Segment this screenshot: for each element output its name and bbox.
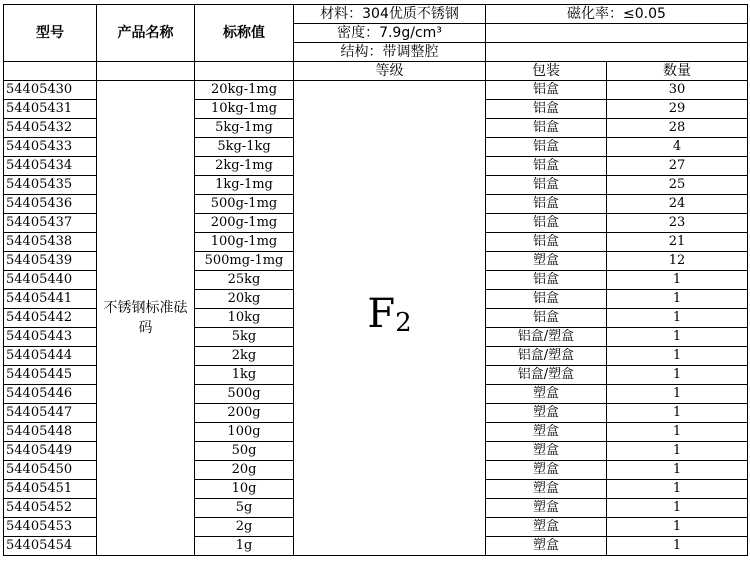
nominal-cell: 2g <box>195 518 294 537</box>
quantity-cell: 1 <box>607 461 748 480</box>
nominal-cell: 200g <box>195 404 294 423</box>
packaging-cell: 铝盒 <box>486 233 607 252</box>
packaging-cell: 塑盒 <box>486 537 607 556</box>
quantity-cell: 12 <box>607 252 748 271</box>
model-cell: 54405434 <box>4 157 97 176</box>
nominal-cell: 1kg <box>195 366 294 385</box>
packaging-cell: 塑盒 <box>486 442 607 461</box>
model-cell: 54405452 <box>4 499 97 518</box>
model-cell: 54405454 <box>4 537 97 556</box>
grade-cell <box>294 81 486 556</box>
quantity-cell: 1 <box>607 309 748 328</box>
model-cell: 54405450 <box>4 461 97 480</box>
nominal-cell: 100g-1mg <box>195 233 294 252</box>
nominal-cell: 500g <box>195 385 294 404</box>
model-cell: 54405444 <box>4 347 97 366</box>
model-cell: 54405435 <box>4 176 97 195</box>
quantity-cell: 25 <box>607 176 748 195</box>
packaging-cell: 铝盒 <box>486 81 607 100</box>
nominal-cell: 10g <box>195 480 294 499</box>
header-empty-1 <box>486 24 748 43</box>
nominal-cell: 1g <box>195 537 294 556</box>
model-cell: 54405451 <box>4 480 97 499</box>
packaging-cell: 塑盒 <box>486 423 607 442</box>
quantity-cell: 21 <box>607 233 748 252</box>
packaging-cell: 铝盒/塑盒 <box>486 347 607 366</box>
model-cell: 54405446 <box>4 385 97 404</box>
nominal-cell: 1kg-1mg <box>195 176 294 195</box>
model-cell: 54405441 <box>4 290 97 309</box>
nominal-cell: 200g-1mg <box>195 214 294 233</box>
quantity-cell: 1 <box>607 423 748 442</box>
packaging-cell: 铝盒 <box>486 271 607 290</box>
model-cell: 54405437 <box>4 214 97 233</box>
grade-letter: F <box>367 290 396 337</box>
weights-spec-table <box>3 4 748 556</box>
quantity-cell: 28 <box>607 119 748 138</box>
header-quantity: 数量 <box>607 62 748 81</box>
nominal-cell: 10kg-1mg <box>195 100 294 119</box>
model-cell: 54405442 <box>4 309 97 328</box>
packaging-cell: 铝盒 <box>486 214 607 233</box>
header-density: 密度：7.9g/cm³ <box>294 24 486 43</box>
model-cell: 54405438 <box>4 233 97 252</box>
packaging-cell: 铝盒 <box>486 119 607 138</box>
packaging-cell: 铝盒/塑盒 <box>486 328 607 347</box>
quantity-cell: 1 <box>607 518 748 537</box>
nominal-cell: 5kg-1kg <box>195 138 294 157</box>
quantity-cell: 1 <box>607 385 748 404</box>
header-blank-nominal <box>195 62 294 81</box>
packaging-cell: 塑盒 <box>486 385 607 404</box>
model-cell: 54405430 <box>4 81 97 100</box>
packaging-cell: 塑盒 <box>486 499 607 518</box>
header-grade: 等级 <box>294 62 486 81</box>
quantity-cell: 1 <box>607 271 748 290</box>
product-name-cell: 不锈钢标准砝码 <box>97 81 195 556</box>
nominal-cell: 5g <box>195 499 294 518</box>
header-blank-name <box>97 62 195 81</box>
packaging-cell: 塑盒 <box>486 480 607 499</box>
header-blank-model <box>4 62 97 81</box>
model-cell: 54405436 <box>4 195 97 214</box>
nominal-cell: 20g <box>195 461 294 480</box>
header-nominal: 标称值 <box>195 5 294 62</box>
quantity-cell: 27 <box>607 157 748 176</box>
quantity-cell: 1 <box>607 366 748 385</box>
model-cell: 54405431 <box>4 100 97 119</box>
quantity-cell: 1 <box>607 480 748 499</box>
model-cell: 54405433 <box>4 138 97 157</box>
model-cell: 54405453 <box>4 518 97 537</box>
packaging-cell: 铝盒 <box>486 195 607 214</box>
packaging-cell: 铝盒 <box>486 138 607 157</box>
packaging-cell: 铝盒/塑盒 <box>486 366 607 385</box>
packaging-cell: 塑盒 <box>486 404 607 423</box>
quantity-cell: 29 <box>607 100 748 119</box>
model-cell: 54405443 <box>4 328 97 347</box>
nominal-cell: 2kg <box>195 347 294 366</box>
quantity-cell: 1 <box>607 537 748 556</box>
packaging-cell: 铝盒 <box>486 290 607 309</box>
quantity-cell: 23 <box>607 214 748 233</box>
packaging-cell: 铝盒 <box>486 176 607 195</box>
quantity-cell: 1 <box>607 442 748 461</box>
nominal-cell: 100g <box>195 423 294 442</box>
nominal-cell: 5kg-1mg <box>195 119 294 138</box>
nominal-cell: 10kg <box>195 309 294 328</box>
packaging-cell: 铝盒 <box>486 157 607 176</box>
model-cell: 54405448 <box>4 423 97 442</box>
quantity-cell: 1 <box>607 347 748 366</box>
quantity-cell: 4 <box>607 138 748 157</box>
quantity-cell: 1 <box>607 290 748 309</box>
quantity-cell: 24 <box>607 195 748 214</box>
quantity-cell: 1 <box>607 328 748 347</box>
model-cell: 54405439 <box>4 252 97 271</box>
nominal-cell: 20kg-1mg <box>195 81 294 100</box>
nominal-cell: 500mg-1mg <box>195 252 294 271</box>
header-model: 型号 <box>4 5 97 62</box>
table-row <box>4 81 748 100</box>
quantity-cell: 1 <box>607 404 748 423</box>
header-empty-2 <box>486 43 748 62</box>
nominal-cell: 25kg <box>195 271 294 290</box>
header-packaging: 包装 <box>486 62 607 81</box>
packaging-cell: 塑盒 <box>486 252 607 271</box>
quantity-cell: 30 <box>607 81 748 100</box>
model-cell: 54405449 <box>4 442 97 461</box>
header-structure: 结构：带调整腔 <box>294 43 486 62</box>
packaging-cell: 塑盒 <box>486 461 607 480</box>
model-cell: 54405440 <box>4 271 97 290</box>
header-product-name: 产品名称 <box>97 5 195 62</box>
nominal-cell: 2kg-1mg <box>195 157 294 176</box>
nominal-cell: 5kg <box>195 328 294 347</box>
model-cell: 54405447 <box>4 404 97 423</box>
nominal-cell: 500g-1mg <box>195 195 294 214</box>
model-cell: 54405432 <box>4 119 97 138</box>
packaging-cell: 铝盒 <box>486 309 607 328</box>
grade-subscript: 2 <box>395 307 412 338</box>
packaging-cell: 塑盒 <box>486 518 607 537</box>
nominal-cell: 20kg <box>195 290 294 309</box>
nominal-cell: 50g <box>195 442 294 461</box>
packaging-cell: 铝盒 <box>486 100 607 119</box>
quantity-cell: 1 <box>607 499 748 518</box>
model-cell: 54405445 <box>4 366 97 385</box>
header-material: 材料：304优质不锈钢 <box>294 5 486 24</box>
header-magnetic: 磁化率：≤0.05 <box>486 5 748 24</box>
